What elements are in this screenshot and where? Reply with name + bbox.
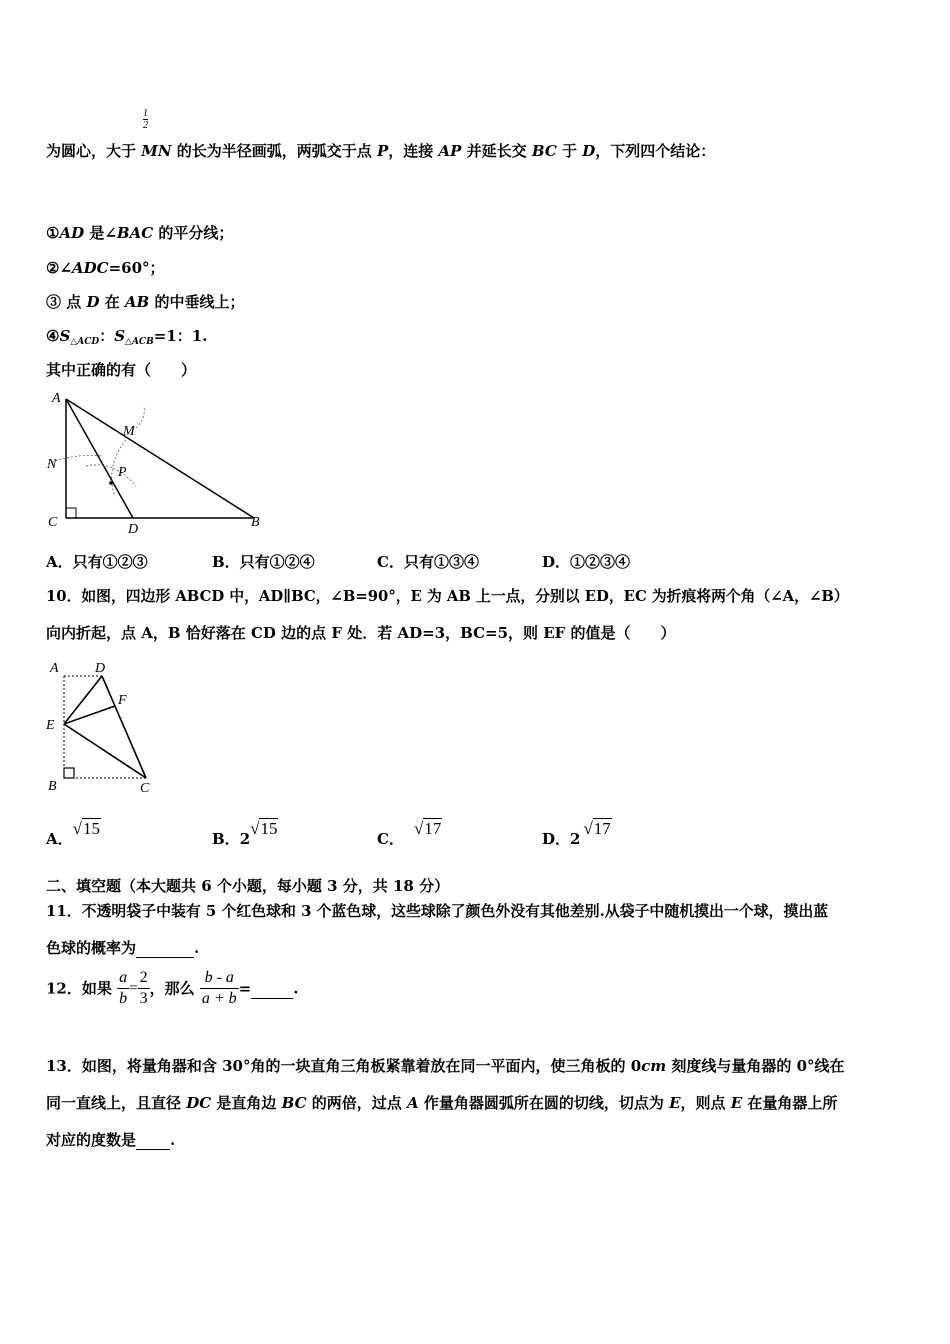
q11-line-1: 11．不透明袋子中装有 5 个红色球和 3 个蓝色球，这些球除了颜色外没有其他差别.从袋子中随机摸出一个球，摸出蓝 — [46, 902, 829, 920]
q9-option-a[interactable]: A．只有①②③ — [46, 553, 148, 571]
q9-label-N: N — [47, 457, 57, 472]
q10-label-D: D — [95, 661, 106, 676]
sqrt-symbol: √17 — [583, 819, 611, 838]
section-heading: 二、填空题（本大题共 6 个小题，每小题 3 分，共 18 分） — [46, 877, 450, 895]
q10-figure — [44, 658, 156, 796]
q9-conclusion-1: ①AD 是∠BAC 的平分线； — [46, 224, 234, 242]
q11-line-2: 色球的概率为 . — [46, 939, 200, 957]
q10-option-c[interactable]: C．√17 — [377, 819, 442, 848]
q10-option-b[interactable]: B．2√15 — [212, 819, 278, 848]
q13-line-2: 同一直线上，且直径 DC 是直角边 BC 的两倍，过点 A 作量角器圆弧所在圆的切线，切点为 E，则点 E 在量角器上所 — [46, 1094, 838, 1112]
q9-option-c[interactable]: C．只有①③④ — [377, 553, 479, 571]
q10-label-C: C — [140, 781, 150, 796]
fraction-expression: $\frac{b - a}{a + b}$ — [201, 969, 237, 1007]
q10-option-a[interactable]: A．√15 — [46, 819, 100, 848]
q10-label-F: F — [118, 693, 127, 708]
q12-line: 12．如果 $\frac{a}{b}$ = $\frac{2}{3}$ ，那么 $\frac{b - a}{a + b}$ = . — [46, 969, 299, 1007]
q9-label-D: D — [128, 522, 139, 537]
q9-label-C: C — [48, 515, 58, 530]
q9-conclusion-4: $④S_{\triangle ACD}$：$S_{\triangle ACB}=1$：1. — [46, 327, 208, 347]
fraction-a-over-b: $\frac{a}{b}$ — [119, 969, 128, 1007]
sqrt-symbol: √15 — [72, 819, 100, 838]
fraction-2-over-3: $\frac{2}{3}$ — [139, 969, 148, 1007]
q9-conclusion-3: ③ 点 D 在 AB 的中垂线上； — [46, 293, 245, 311]
q10-label-A: A — [50, 661, 59, 676]
answer-blank[interactable] — [136, 939, 194, 958]
q9-option-b[interactable]: B．只有①②④ — [212, 553, 315, 571]
q10-line-1: 10．如图，四边形 ABCD 中，AD∥BC，∠B=90°，E 为 AB 上一点，分别以 ED，EC 为折痕将两个角（∠A，∠B） — [46, 588, 849, 605]
half-denominator: 2 — [143, 120, 148, 131]
q9-label-A: A — [52, 391, 61, 406]
q9-option-d[interactable]: D．①②③④ — [542, 553, 631, 571]
q13-line-1: 13．如图，将量角器和含 30°角的一块直角三角板紧靠着放在同一平面内，使三角板的 0cm 刻度线与量角器的 0°线在 — [46, 1057, 845, 1075]
sqrt-symbol: √15 — [250, 819, 278, 838]
q9-intro-line: 为圆心，大于 MN 的长为半径画弧，两弧交于点 P，连接 AP 并延长交 BC 于 D，下列四个结论： — [46, 142, 716, 160]
q9-label-P: P — [118, 465, 127, 480]
half-fraction — [143, 108, 148, 131]
q9-figure — [44, 390, 266, 538]
q10-label-E: E — [46, 718, 55, 733]
q10-label-B: B — [48, 779, 57, 794]
q13-line-3: 对应的度数是 . — [46, 1131, 176, 1149]
answer-blank[interactable] — [251, 978, 293, 999]
q10-line-2: 向内折起，点 A，B 恰好落在 CD 边的点 F 处．若 AD=3，BC=5，则 EF 的值是（ ） — [46, 624, 676, 642]
sqrt-symbol: √17 — [413, 819, 442, 838]
q10-option-d[interactable]: D．2√17 — [542, 819, 611, 848]
q9-label-M: M — [123, 424, 135, 439]
half-numerator: 1 — [143, 108, 148, 119]
q9-question: 其中正确的有（ ） — [46, 361, 197, 379]
q9-label-B: B — [251, 515, 260, 530]
answer-blank[interactable] — [136, 1131, 170, 1150]
q9-conclusion-2: ②∠ADC=60°； — [46, 259, 165, 277]
